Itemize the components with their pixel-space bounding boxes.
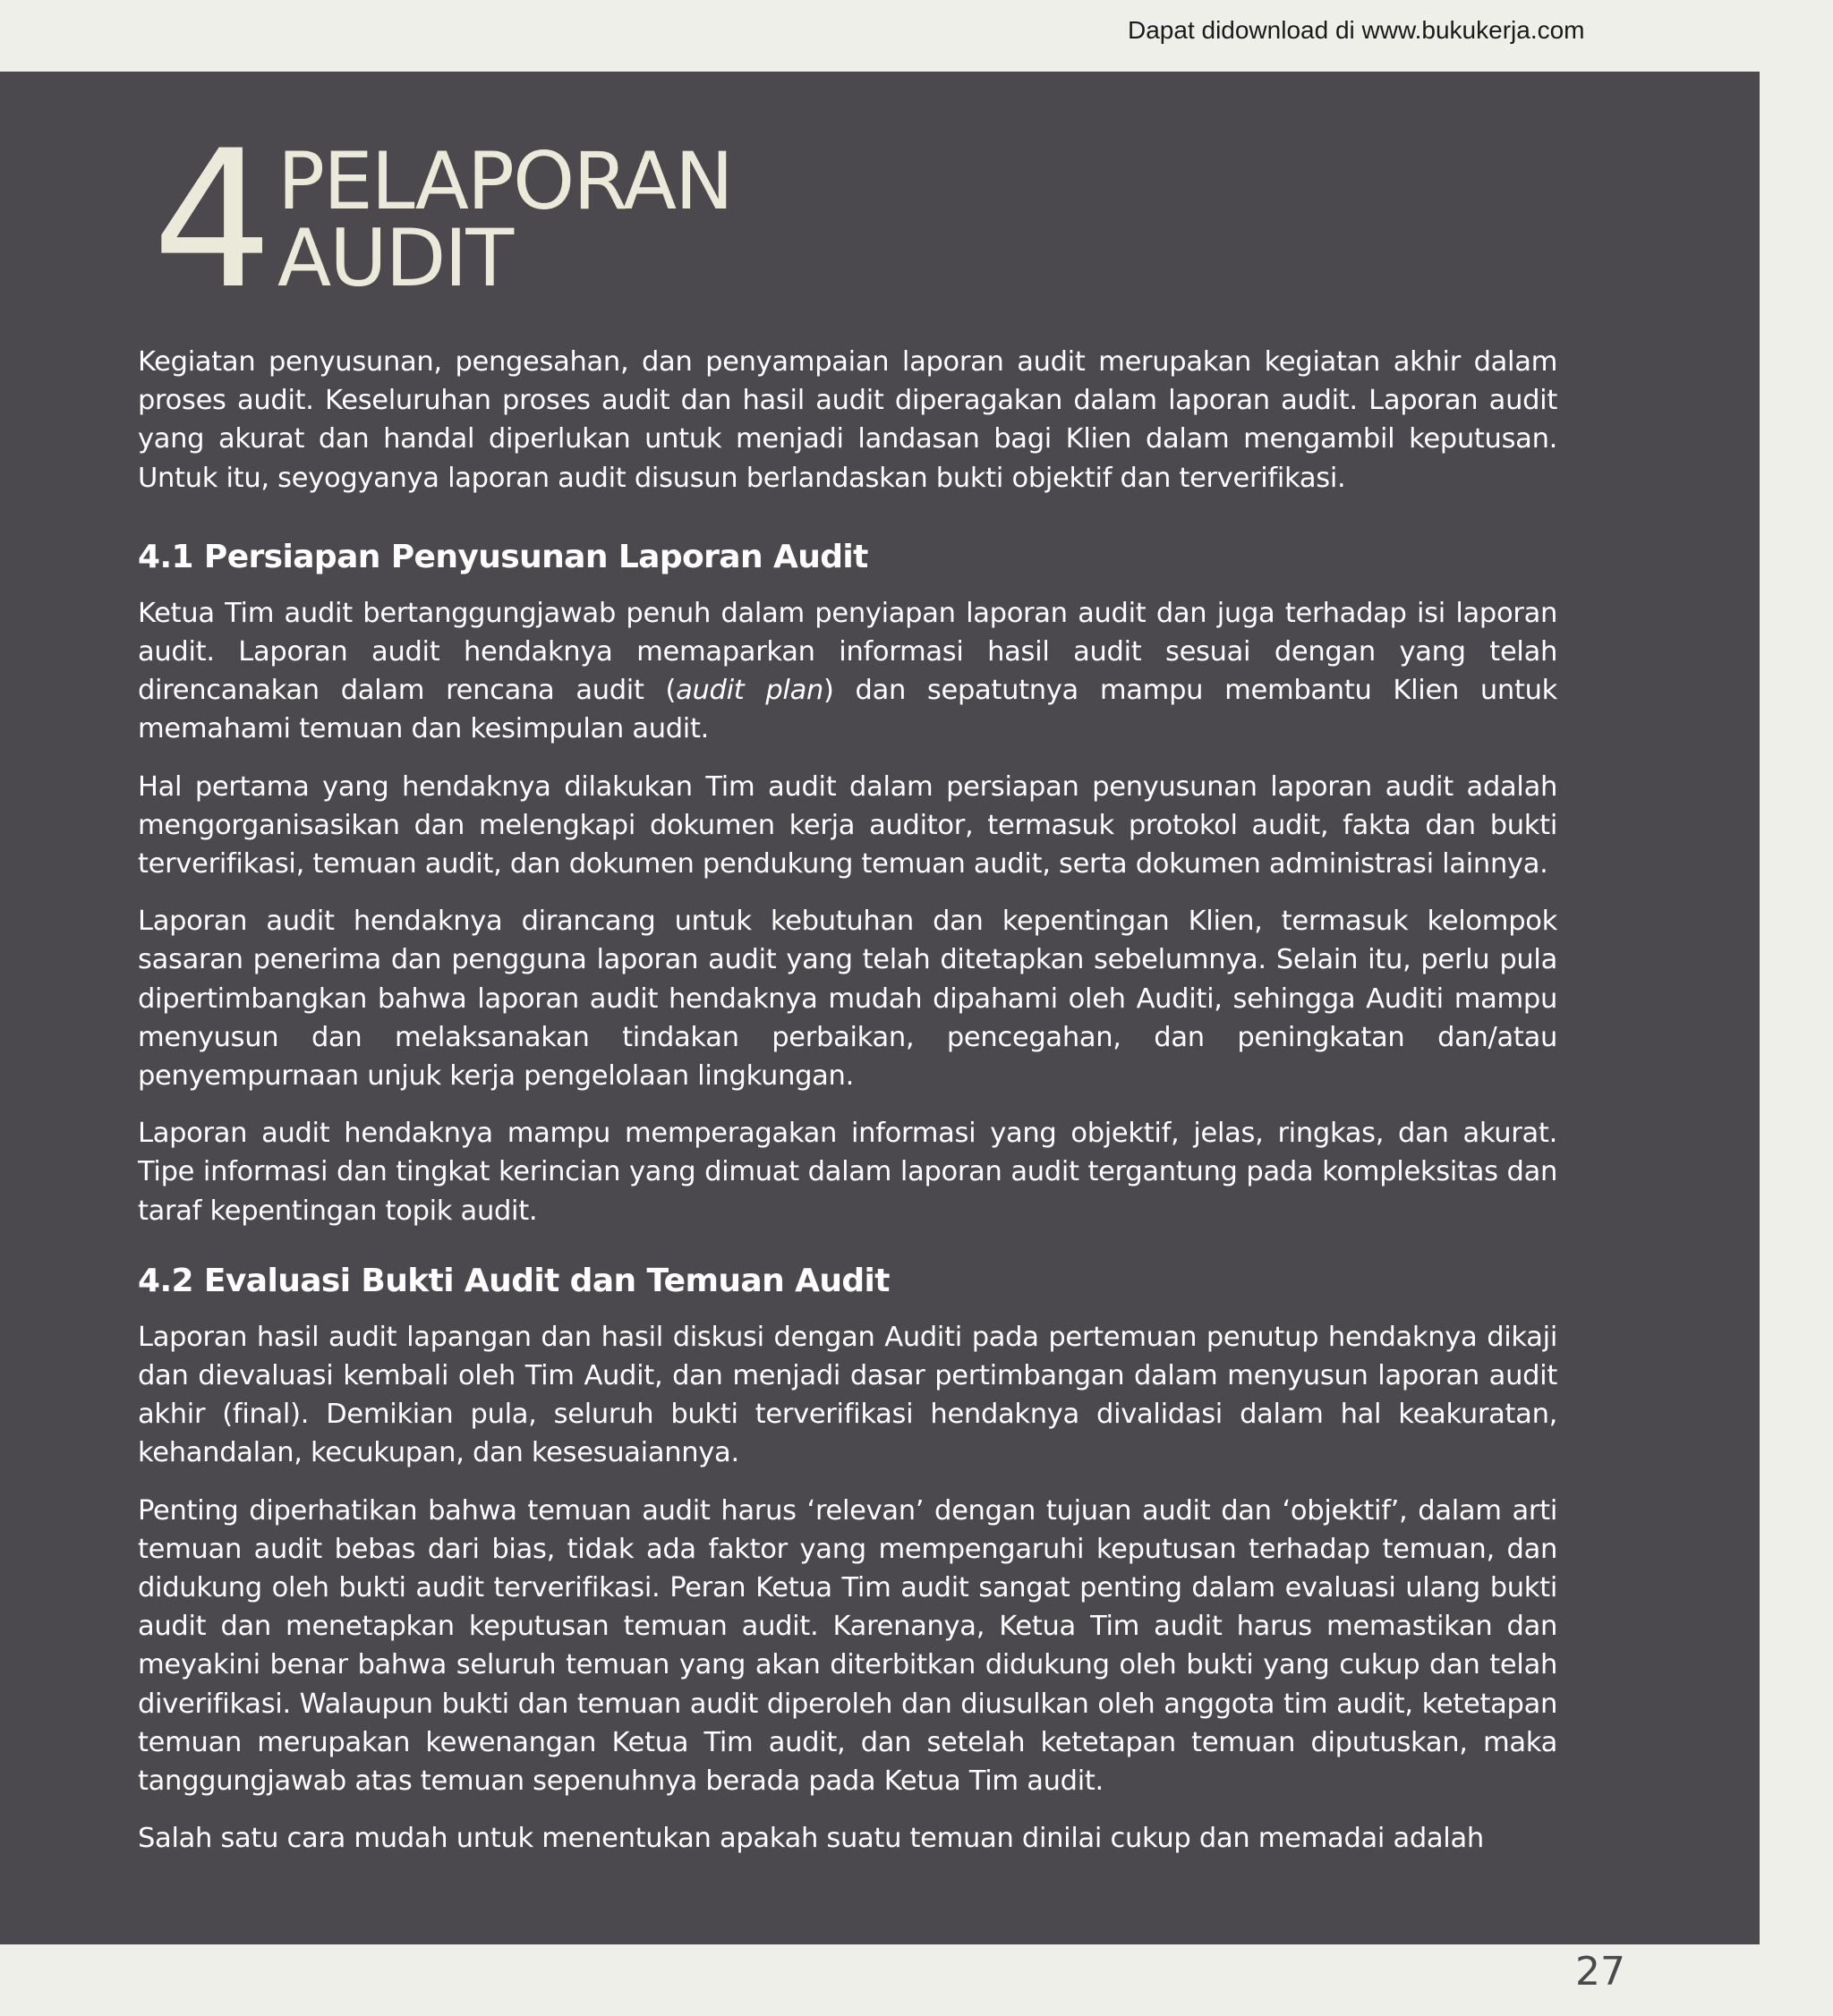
section-4-2-paragraph-1: Laporan hasil audit lapangan dan hasil diskusi dengan Auditi pada pertemuan penutup hendaknya dikaji dan dievaluasi kembali oleh Tim Audit, dan menjadi dasar pertimbangan dalam menyusun laporan audit akhir (final). Demikian pula, seluruh bukti terverifikasi hendaknya divalidasi dalam hal keakuratan, kehandalan, kecukupan, dan kesesuaiannya.: [138, 1321, 1557, 1469]
chapter-title-line-2: AUDIT: [277, 212, 513, 304]
chapter-title-line-1: PELAPORAN: [277, 135, 732, 227]
section-4-1-paragraph-4: Laporan audit hendaknya mampu memperagakan informasi yang objektif, jelas, ringkas, dan akurat. Tipe informasi dan tingkat kerincian yang dimuat dalam laporan audit tergantung pada kompleksitas dan taraf kepentingan topik audit.: [138, 1118, 1557, 1227]
body-text: [138, 343, 1557, 1859]
paragraph-text: Ketua Tim audit bertanggungjawab penuh dalam penyiapan laporan audit dan juga terhadap isi laporan audit. Laporan audit hendaknya memaparkan informasi hasil audit sesuai dengan yang telah direncanakan dalam rencana audit (: [138, 597, 1557, 707]
section-4-1-paragraph-3: Laporan audit hendaknya dirancang untuk kebutuhan dan kepentingan Klien, termasuk kelompok sasaran penerima dan pengguna laporan audit yang telah ditetapkan sebelumnya. Selain itu, perlu pula dipertimbangkan bahwa laporan audit hendaknya mudah dipahami oleh Auditi, sehingga Auditi mampu menyusun dan melaksanakan tindakan perbaikan, pencegahan, dan peningkatan dan/atau penyempurnaan unjuk kerja pengelolaan lingkungan.: [138, 906, 1557, 1093]
italic-term: audit plan: [676, 675, 824, 707]
section-4-2-paragraph-2: Penting diperhatikan bahwa temuan audit harus ‘relevan’ dengan tujuan audit dan ‘objektif’, dalam arti temuan audit bebas dari bias, tidak ada faktor yang mempengaruhi keputusan terhadap temuan, dan didukung oleh bukti audit terverifikasi. Peran Ketua Tim audit sangat penting dalam evaluasi ulang bukti audit dan menetapkan keputusan temuan audit. Karenanya, Ketua Tim audit harus memastikan dan meyakini benar bahwa seluruh temuan yang akan diterbitkan didukung oleh bukti yang cukup dan telah diverifikasi. Walaupun bukti dan temuan audit diperoleh dan diusulkan oleh anggota tim audit, ketetapan temuan merupakan kewenangan Ketua Tim audit, dan setelah ketetapan temuan diputuskan, maka tanggungjawab atas temuan sepenuhnya berada pada Ketua Tim audit.: [138, 1494, 1557, 1798]
section-4-1-paragraph-2: Hal pertama yang hendaknya dilakukan Tim audit dalam persiapan penyusunan laporan audit adalah mengorganisasikan dan melengkapi dokumen kerja auditor, termasuk protokol audit, fakta dan bukti terverifikasi, temuan audit, dan dokumen pendukung temuan audit, serta dokumen administrasi lainnya.: [138, 770, 1557, 880]
intro-paragraph: Kegiatan penyusunan, pengesahan, dan penyampaian laporan audit merupakan kegiatan akhir dalam proses audit. Keseluruhan proses audit dan hasil audit diperagakan dalam laporan audit. Laporan audit yang akurat dan handal diperlukan untuk menjadi landasan bagi Klien dalam mengambil keputusan. Untuk itu, seyogyanya laporan audit disusun berlandaskan bukti objektif dan terverifikasi.: [138, 346, 1557, 494]
section-4-1-paragraph-1: [138, 594, 1557, 749]
page-number: 27: [1575, 1949, 1625, 1995]
section-heading-4-2: 4.2 Evaluasi Bukti Audit dan Temuan Audit: [138, 1262, 890, 1299]
section-heading-4-1: 4.1 Persiapan Penyusunan Laporan Audit: [138, 538, 868, 575]
chapter-title: [277, 135, 732, 304]
section-4-2-paragraph-3: Salah satu cara mudah untuk menentukan apakah suatu temuan dinilai cukup dan memadai adalah: [138, 1823, 1484, 1855]
download-note: Dapat didownload di www.bukukerja.com: [1128, 16, 1585, 44]
chapter-number: 4: [152, 109, 268, 330]
paragraph-text: ) dan sepatutnya mampu membantu Klien untuk memahami temuan dan kesimpulan audit.: [138, 675, 1557, 745]
content-panel: [0, 72, 1760, 1944]
